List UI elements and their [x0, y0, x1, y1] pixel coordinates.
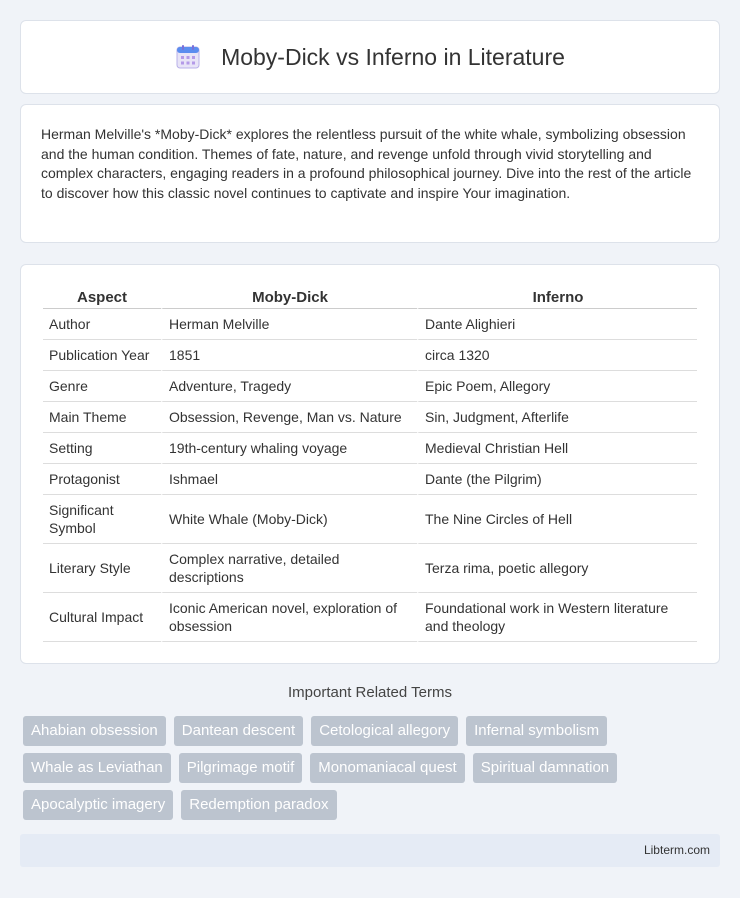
- table-cell: 1851: [161, 340, 417, 371]
- table-cell: Adventure, Tragedy: [161, 371, 417, 402]
- table-row: [43, 464, 697, 495]
- term-tag[interactable]: Ahabian obsession: [23, 716, 166, 746]
- table-row: [43, 593, 697, 642]
- table-row: [43, 309, 697, 340]
- table-cell: Author: [43, 309, 161, 340]
- table-cell: Obsession, Revenge, Man vs. Nature: [161, 402, 417, 433]
- calendar-icon: [175, 44, 201, 70]
- table-cell: Significant Symbol: [43, 495, 161, 544]
- table-row: [43, 433, 697, 464]
- table-cell: The Nine Circles of Hell: [417, 495, 697, 544]
- term-tag[interactable]: Redemption paradox: [181, 790, 336, 820]
- table-row: [43, 495, 697, 544]
- table-cell: Iconic American novel, exploration of obsession: [161, 593, 417, 642]
- table-cell: 19th-century whaling voyage: [161, 433, 417, 464]
- table-cell: Protagonist: [43, 464, 161, 495]
- table-cell: Herman Melville: [161, 309, 417, 340]
- related-terms-list: [23, 716, 723, 820]
- table-cell: Literary Style: [43, 544, 161, 593]
- table-cell: Genre: [43, 371, 161, 402]
- table-cell: White Whale (Moby-Dick): [161, 495, 417, 544]
- comparison-table: [43, 285, 697, 642]
- table-cell: Terza rima, poetic allegory: [417, 544, 697, 593]
- intro-card: [20, 104, 720, 243]
- table-row: [43, 340, 697, 371]
- term-tag[interactable]: Pilgrimage motif: [179, 753, 303, 783]
- table-cell: Complex narrative, detailed descriptions: [161, 544, 417, 593]
- page-title: Moby-Dick vs Inferno in Literature: [221, 43, 565, 70]
- table-cell: Cultural Impact: [43, 593, 161, 642]
- table-cell: Dante (the Pilgrim): [417, 464, 697, 495]
- table-cell: Main Theme: [43, 402, 161, 433]
- table-cell: Ishmael: [161, 464, 417, 495]
- table-cell: Setting: [43, 433, 161, 464]
- term-tag[interactable]: Cetological allegory: [311, 716, 458, 746]
- term-tag[interactable]: Spiritual damnation: [473, 753, 617, 783]
- table-cell: Epic Poem, Allegory: [417, 371, 697, 402]
- table-cell: Medieval Christian Hell: [417, 433, 697, 464]
- table-row: [43, 402, 697, 433]
- header-card: [20, 20, 720, 94]
- term-tag[interactable]: Dantean descent: [174, 716, 303, 746]
- table-cell: Foundational work in Western literature and theology: [417, 593, 697, 642]
- table-row: [43, 371, 697, 402]
- term-tag[interactable]: Infernal symbolism: [466, 716, 607, 746]
- column-header-moby-dick: Moby-Dick: [161, 285, 417, 309]
- footer: [20, 834, 720, 867]
- term-tag[interactable]: Whale as Leviathan: [23, 753, 171, 783]
- comparison-card: [20, 264, 720, 664]
- table-cell: Dante Alighieri: [417, 309, 697, 340]
- column-header-inferno: Inferno: [417, 285, 697, 309]
- table-row: [43, 544, 697, 593]
- related-terms-title: Important Related Terms: [288, 684, 452, 701]
- column-header-aspect: Aspect: [43, 285, 161, 309]
- table-cell: Sin, Judgment, Afterlife: [417, 402, 697, 433]
- table-cell: circa 1320: [417, 340, 697, 371]
- table-cell: Publication Year: [43, 340, 161, 371]
- term-tag[interactable]: Apocalyptic imagery: [23, 790, 173, 820]
- term-tag[interactable]: Monomaniacal quest: [310, 753, 464, 783]
- footer-site-link[interactable]: Libterm.com: [643, 843, 710, 857]
- intro-text: Herman Melville's *Moby-Dick* explores the relentless pursuit of the white whale, symbolizing obsession and the human condition. Themes of fate, nature, and revenge unfold through vivid storytelling and complex characters, engaging readers in a profound philosophical journey. Dive into the rest of the article to discover how this classic novel continues to captivate and inspire Your imagination.: [41, 126, 692, 201]
